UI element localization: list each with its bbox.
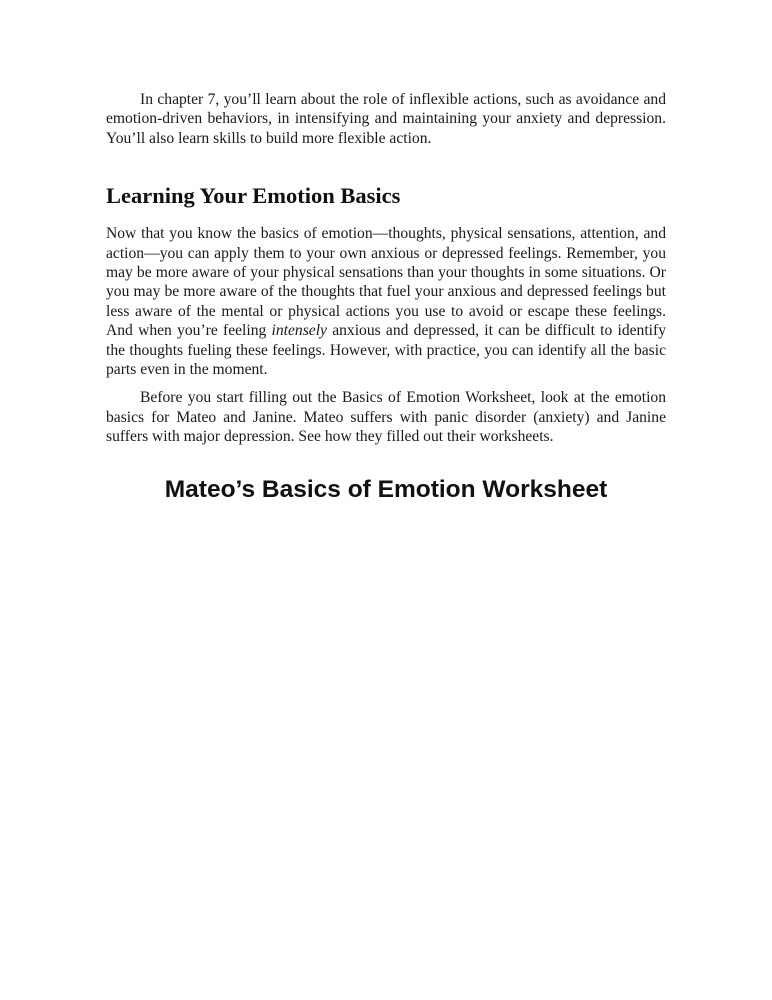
- worksheet-title: Mateo’s Basics of Emotion Worksheet: [164, 475, 608, 503]
- emotion-basics-text-start: Now that you know the basics of emotion—thoughts, physical sensations, attention, and action—you can apply them to your own anxious or depressed feelings. Remember, you may be more aware of your physical sensations than your thoughts in some situations. Or you may be more aware of the thoughts that fuel your anxious and depressed feelings but less aware of the mental or physical actions you use to avoid or escape these feelings. And when you’re feeling: [106, 225, 666, 340]
- worksheet-intro-paragraph: Before you start filling out the Basics of Emotion Worksheet, look at the emotion basics for Mateo and Janine. Mateo suffers with panic disorder (anxiety) and Janine suffers with major depression. See how they filled out their worksheets.: [106, 389, 666, 446]
- intro-paragraph: In chapter 7, you’ll learn about the role of inflexible actions, such as avoidance and emotion-driven behaviors, in intensifying and maintaining your anxiety and depression. You’ll also learn skills to build more flexible action.: [106, 91, 666, 147]
- emotion-basics-paragraph: [106, 224, 666, 379]
- emotion-basics-text-end: anxious and depressed, it can be difficult to identify the thoughts fueling these feelings. However, with practice, you can identify all the basic parts even in the moment.: [106, 322, 666, 379]
- section-heading: Learning Your Emotion Basics: [106, 183, 401, 209]
- emphasized-word: intensely: [271, 322, 327, 340]
- page-content: [106, 90, 666, 505]
